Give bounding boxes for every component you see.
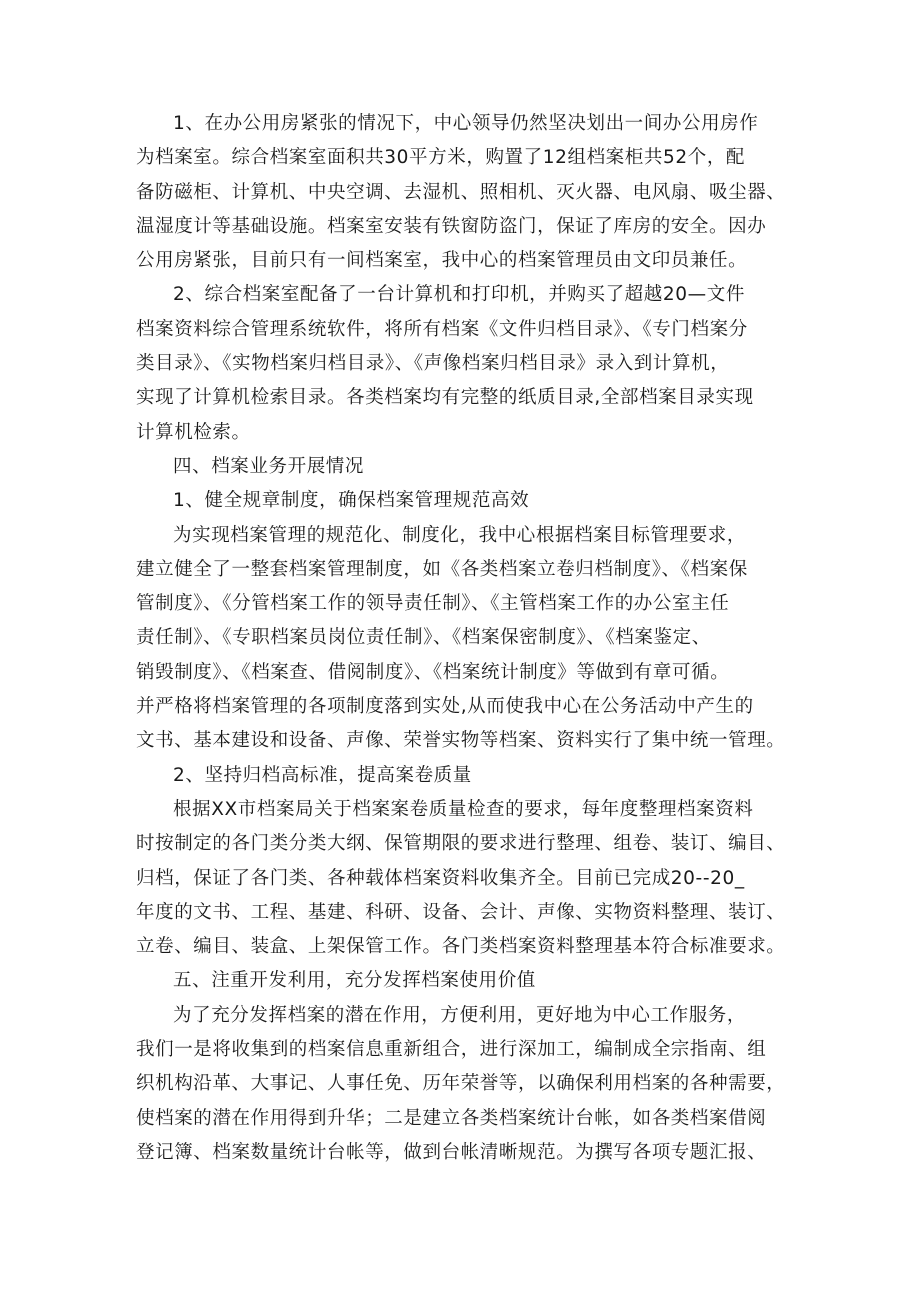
paragraph-line: 责任制》、《专职档案员岗位责任制》、《档案保密制度》、《档案鉴定、: [136, 627, 711, 649]
paragraph-first-line: 四、档案业务开展情况: [173, 455, 365, 477]
paragraph-line: 档案资料综合管理系统软件，将所有档案《文件归档目录》、《专门档案分: [136, 318, 748, 340]
paragraph-line: 实现了计算机检索目录。各类档案均有完整的纸质目录,全部档案目录实现: [136, 387, 754, 409]
paragraph-line: 使档案的潜在作用得到升华；二是建立各类档案统计台帐，如各类档案借阅: [136, 1107, 767, 1129]
paragraph-line: 计算机检索。: [136, 421, 251, 443]
paragraph-line: 我们一是将收集到的档案信息重新组合，进行深加工，编制成全宗指南、组: [136, 1039, 767, 1061]
paragraph-first-line: 1、健全规章制度，确保档案管理规范高效: [173, 490, 530, 512]
paragraph-line: 织机构沿革、大事记、人事任免、历年荣誉等，以确保利用档案的各种需要，: [136, 1073, 786, 1095]
paragraph-first-line: 五、注重开发利用，充分发挥档案使用价值: [173, 970, 536, 992]
paragraph-first-line: 2、综合档案室配备了一台计算机和打印机，并购买了超越20—文件: [173, 284, 745, 306]
paragraph-line: 年度的文书、工程、基建、科研、设备、会计、声像、实物资料整理、装订、: [136, 901, 786, 923]
paragraph-first-line: 根据XX市档案局关于档案案卷质量检查的要求，每年度整理档案资料: [173, 798, 754, 820]
paragraph-first-line: 1、在办公用房紧张的情况下，中心领导仍然坚决划出一间办公用房作: [173, 113, 759, 134]
paragraph-first-line: 为了充分发挥档案的潜在作用，方便利用，更好地为中心工作服务，: [173, 1004, 747, 1026]
paragraph-line: 归档，保证了各门类、各种载体档案资料收集齐全。目前已完成20--20_: [136, 867, 745, 889]
paragraph-line: 管制度》、《分管档案工作的领导责任制》、《主管档案工作的办公室主任: [136, 593, 730, 615]
document-body: [136, 107, 801, 1170]
paragraph-first-line: 为实现档案管理的规范化、制度化，我中心根据档案目标管理要求，: [173, 524, 747, 546]
paragraph-line: 温湿度计等基础设施。档案室安装有铁窗防盗门，保证了库房的安全。因办: [136, 215, 767, 237]
paragraph-line: 建立健全了一整套档案管理制度，如《各类档案立卷归档制度》、《档案保: [136, 558, 748, 580]
paragraph-line: 登记簿、档案数量统计台帐等，做到台帐清晰规范。为撰写各项专题汇报、: [136, 1141, 767, 1163]
paragraph-line: 备防磁柜、计算机、中央空调、去湿机、照相机、灭火器、电风扇、吸尘器、: [136, 181, 786, 203]
paragraph-line: 立卷、编目、装盒、上架保管工作。各门类档案资料整理基本符合标准要求。: [136, 936, 786, 958]
paragraph-line: 时按制定的各门类分类大纲、保管期限的要求进行整理、组卷、装订、编目、: [136, 833, 786, 855]
paragraph-first-line: 2、坚持归档高标准，提高案卷质量: [173, 764, 472, 786]
paragraph-line: 文书、基本建设和设备、声像、荣誉实物等档案、资料实行了集中统一管理。: [136, 730, 786, 752]
paragraph-line: 并严格将档案管理的各项制度落到实处,从而使我中心在公务活动中产生的: [136, 696, 754, 718]
paragraph-line: 销毁制度》、《档案查、借阅制度》、《档案统计制度》等做到有章可循。: [136, 661, 730, 683]
paragraph-line: 类目录》、《实物档案归档目录》、《声像档案归档目录》录入到计算机，: [136, 353, 730, 375]
paragraph-line: 为档案室。综合档案室面积共30平方米，购置了12组档案柜共52个，配: [136, 147, 746, 169]
paragraph-line: 公用房紧张，目前只有一间档案室，我中心的档案管理员由文印员兼任。: [136, 250, 748, 272]
